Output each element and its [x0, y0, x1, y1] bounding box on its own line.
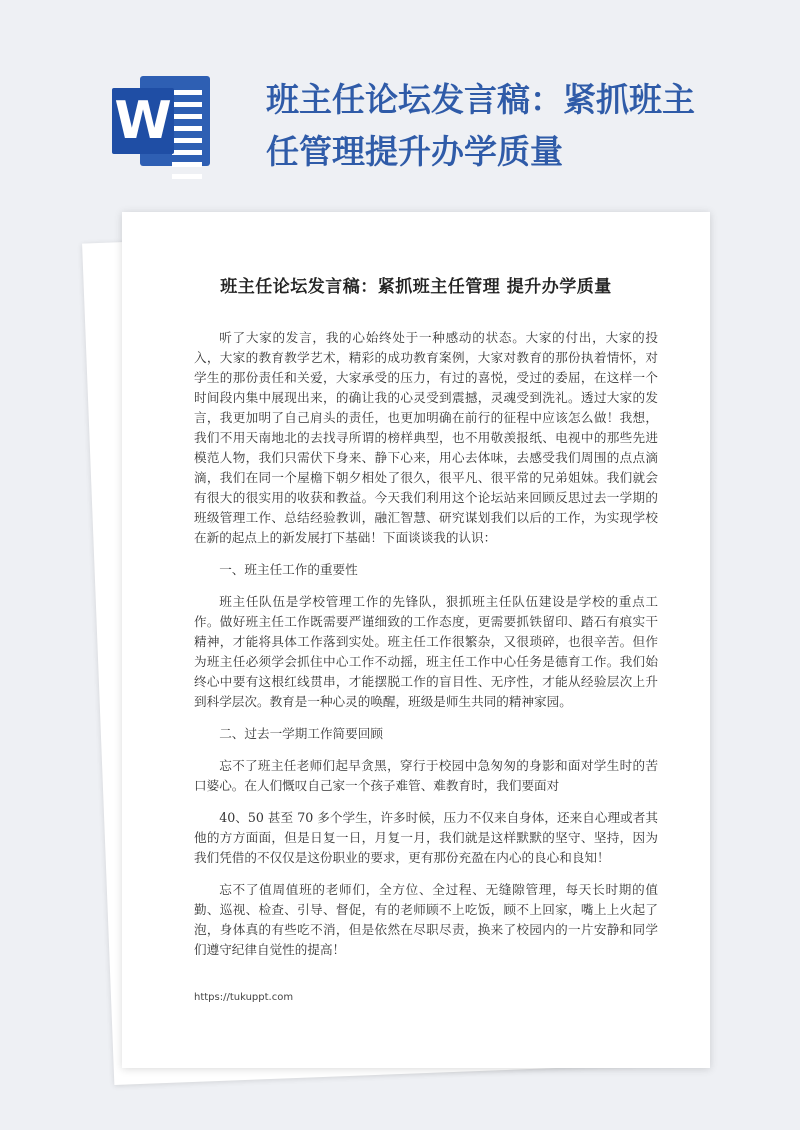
paragraph-importance: 班主任队伍是学校管理工作的先锋队，狠抓班主任队伍建设是学校的重点工作。做好班主任工作既需要严谨细致的工作态度，更需要抓铁留印、踏石有痕实干精神，才能将具体工作落到实处。班主任工作很繁杂，又很琐碎，也很辛苦。但作为班主任必须学会抓住中心工作不动摇，班主任工作中心任务是德育工作。我们始终心中要有这根红线贯串，才能摆脱工作的盲目性、无序性，才能从经验层次上升到科学层次。教育是一种心灵的唤醒，班级是师生共同的精神家园。	[194, 594, 658, 709]
paragraph-intro: 听了大家的发言，我的心始终处于一种感动的状态。大家的付出，大家的投入，大家的教育教学艺术，精彩的成功教育案例，大家对教育的那份执着情怀，对学生的那份责任和关爱，大家承受的压力，有过的喜悦，受过的委屈，在这样一个时间段内集中展现出来，的确让我的心灵受到震撼，灵魂受到洗礼。透过大家的发言，我更加明了自己肩头的责任，也更加明确在前行的征程中应该怎么做！我想，我们不用天南地北的去找寻所谓的榜样典型，也不用敬羡报纸、电视中的那些先进模范人物，我们只需伏下身来、静下心来，用心去体味，去感受我们周围的点点滴滴，我们在同一个屋檐下朝夕相处了很久，很平凡、很平常的兄弟姐妹。我们就会有很大的很实用的收获和教益。今天我们利用这个论坛站来回顾反思过去一学期的班级管理工作、总结经验教训，融汇智慧、研究谋划我们以后的工作，为实现学校在新的起点上的新发展打下基础！下面谈谈我的认识：	[194, 330, 658, 545]
document-body	[194, 328, 658, 972]
document-title: 班主任论坛发言稿：紧抓班主任管理提升办学质量	[266, 80, 695, 171]
document-page	[122, 212, 710, 1068]
page-heading: 班主任论坛发言稿：紧抓班主任管理 提升办学质量	[220, 277, 612, 297]
paragraph-duty: 忘不了值周值班的老师们，全方位、全过程、无缝隙管理，每天长时期的值勤、巡视、检查、引导、督促，有的老师顾不上吃饭，顾不上回家，嘴上上火起了泡，身体真的有些吃不消，但是依然在尽职尽责，换来了校园内的一片安静和同学们遵守纪律自觉性的提高！	[194, 882, 658, 957]
header	[0, 0, 800, 200]
footer-url-link[interactable]: https://tukuppt.com	[194, 992, 294, 1003]
section-heading-2: 二、过去一学期工作简要回顾	[219, 726, 383, 741]
word-logo-icon	[112, 76, 214, 166]
section-heading-1: 一、班主任工作的重要性	[219, 562, 358, 577]
paragraph-review-2: 40、50 甚至 70 多个学生，许多时候，压力不仅来自身体，还来自心理或者其他的方方面面，但是日复一日，月复一月，我们就是这样默默的坚守、坚持，因为我们凭借的不仅仅是这份职业的要求，更有那份充盈在内心的良心和良知！	[194, 810, 658, 865]
paragraph-review-1: 忘不了班主任老师们起早贪黑，穿行于校园中急匆匆的身影和面对学生时的苦口婆心。在人们慨叹自己家一个孩子难管、难教育时，我们要面对	[194, 758, 658, 793]
word-letter: W	[112, 88, 174, 154]
